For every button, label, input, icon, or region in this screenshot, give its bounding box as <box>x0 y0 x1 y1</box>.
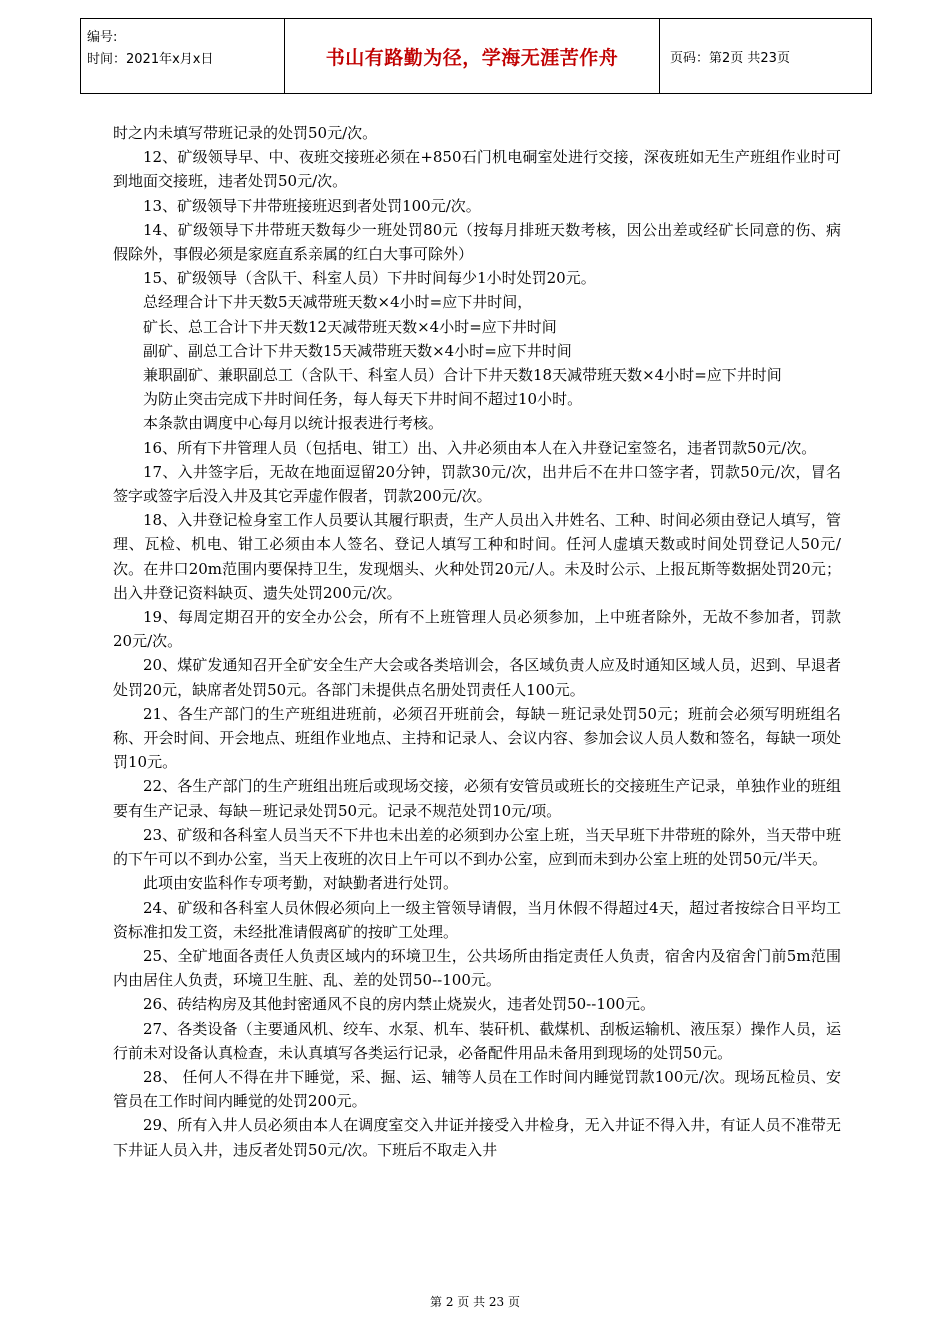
paragraph: 时之内未填写带班记录的处罚50元/次。 <box>113 124 378 142</box>
paragraph: 28、 任何人不得在井下睡觉，采、掘、运、辅等人员在工作时间内睡觉罚款100元/次。现场瓦检员、安管员在工作时间内睡觉的处罚200元。 <box>113 1067 841 1111</box>
paragraph: 矿长、总工合计下井天数12天减带班天数×4小时=应下井时间 <box>143 317 557 336</box>
paragraph: 21、各生产部门的生产班组进班前，必须召开班前会，每缺－班记录处罚50元；班前会必须写明班组名称、开会时间、开会地点、班组作业地点、主持和记录人、会议内容、参加会议人员人数和签名，每缺一项处罚10元。 <box>113 704 841 772</box>
paragraph: 12、矿级领导早、中、夜班交接班必须在+850石门机电硐室处进行交接，深夜班如无生产班组作业时可到地面交接班，违者处罚50元/次。 <box>113 148 841 191</box>
paragraph: 16、所有下井管理人员（包括电、钳工）出、入井必须由本人在入井登记室签名，违者罚款50元/次。 <box>143 438 817 457</box>
paragraph: 22、各生产部门的生产班组出班后或现场交接，必须有安管员或班长的交接班生产记录，单独作业的班组要有生产记录、每缺－班记录处罚50元。记录不规范处罚10元/项。 <box>113 777 841 820</box>
paragraph: 17、入井签字后，无故在地面逗留20分钟，罚款30元/次，出井后不在井口签字者，罚款50元/次，冒名签字或签字后没入井及其它弄虚作假者，罚款200元/次。 <box>113 462 841 506</box>
document-body <box>113 121 841 1162</box>
paragraph: 14、矿级领导下井带班天数每少一班处罚80元（按每月排班天数考核，因公出差或经矿长同意的伤、病假除外，事假必须是家庭直系亲属的红白大事可除外） <box>113 220 841 264</box>
document-time-label: 时间：2021年x月x日 <box>87 52 214 67</box>
paragraph: 为防止突击完成下井时间任务，每人每天下井时间不超过10小时。 <box>143 390 583 409</box>
paragraph: 24、矿级和各科室人员休假必须向上一级主管领导请假，当月休假不得超过4天，超过者按综合日平均工资标准扣发工资，未经批准请假离矿的按旷工处理。 <box>113 898 841 941</box>
document-number-label: 编号: <box>87 30 118 45</box>
paragraph: 29、所有入井人员必须由本人在调度室交入井证并接受入井检身，无入井证不得入井，有证人员不准带无下井证人员入井，违反者处罚50元/次。下班后不取走入井 <box>113 1116 841 1159</box>
paragraph: 25、全矿地面各责任人负责区域内的环境卫生，公共场所由指定责任人负责，宿舍内及宿舍门前5m范围内由居住人负责，环境卫生脏、乱、差的处罚50--100元。 <box>113 946 841 990</box>
paragraph: 副矿、副总工合计下井天数15天减带班天数×4小时=应下井时间 <box>143 341 572 360</box>
paragraph: 18、入井登记检身室工作人员要认其履行职责，生产人员出入井姓名、工种、时间必须由登记人填写，管理、瓦检、机电、钳工必须由本人签名、登记人填写工种和时间。任河人虚填天数或时间处罚登记人50元/次。在井口20m范围内要保持卫生，发现烟头、火种处罚20元/人。未及时公示、上报瓦斯等数据处罚20元；出入井登记资料缺页、遗失处罚200元/次。 <box>113 511 841 602</box>
page-header <box>80 18 872 94</box>
paragraph: 此项由安监科作专项考勤，对缺勤者进行处罚。 <box>143 874 459 893</box>
paragraph: 兼职副矿、兼职副总工（含队干、科室人员）合计下井天数18天减带班天数×4小时=应下井时间 <box>143 366 782 385</box>
paragraph: 总经理合计下井天数5天减带班天数×4小时=应下井时间， <box>143 293 533 312</box>
paragraph: 26、砖结构房及其他封密通风不良的房内禁止烧炭火，违者处罚50--100元。 <box>143 995 655 1014</box>
paragraph: 23、矿级和各科室人员当天不下井也未出差的必须到办公室上班，当天早班下井带班的除外，当天带中班的下午可以不到办公室，当天上夜班的次日上午可以不到办公室，应到而未到办公室上班的处罚50元/半天。 <box>113 825 841 869</box>
header-motto: 书山有路勤为径，学海无涯苦作舟 <box>285 19 660 93</box>
paragraph: 19、每周定期召开的安全办公会，所有不上班管理人员必须参加，上中班者除外，无故不参加者，罚款20元/次。 <box>113 608 841 651</box>
paragraph: 本条款由调度中心每月以统计报表进行考核。 <box>143 414 444 433</box>
paragraph: 27、各类设备（主要通风机、绞车、水泵、机车、装矸机、截煤机、刮板运输机、液压泵）操作人员，运行前未对设备认真检查，未认真填写各类运行记录，必备配件用品未备用到现场的处罚50元。 <box>113 1019 841 1062</box>
paragraph: 15、矿级领导（含队干、科室人员）下井时间每少1小时处罚20元。 <box>143 269 596 288</box>
paragraph: 13、矿级领导下井带班接班迟到者处罚100元/次。 <box>143 196 481 215</box>
header-page-indicator: 页码：第2页 共23页 <box>670 50 790 66</box>
header-meta <box>81 19 285 93</box>
page-footer: 第 2 页 共 23 页 <box>430 1295 520 1309</box>
paragraph: 20、煤矿发通知召开全矿安全生产大会或各类培训会，各区域负责人应及时通知区域人员，迟到、早退者处罚20元，缺席者处罚50元。各部门未提供点名册处罚责任人100元。 <box>113 656 841 699</box>
